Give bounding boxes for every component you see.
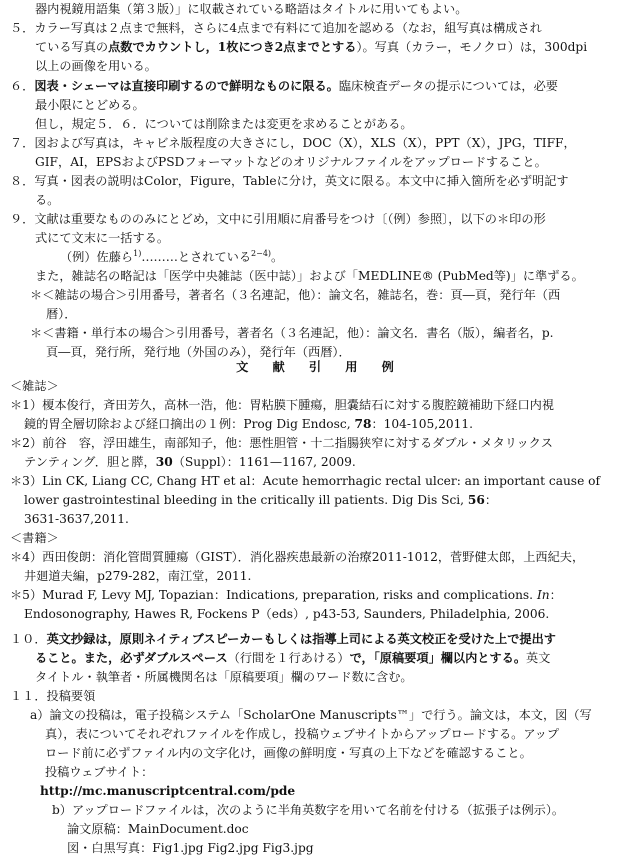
text-segment: ＊4）西田俊朗：消化管間質腫瘍（GIST）．消化器疾患最新の治療2011-1012，菅野健太郎，上西紀夫， — [10, 550, 585, 564]
text-line — [35, 191, 59, 210]
text-segment: （例）佐藤ら — [60, 250, 134, 264]
text-segment: 投稿ウェブサイト： — [45, 765, 154, 779]
text-segment: 暦）． — [46, 307, 77, 321]
text-line — [45, 763, 153, 782]
text-segment: ８．写真・図表の説明はColor，Figure，Tableに分け，英文に限る。本文中に挿入箇所を必ず明記す — [10, 174, 569, 188]
text-segment: 真），表についてそれぞれファイルを作成し，投稿ウェブサイトからアップロードする。アップ — [45, 727, 560, 741]
text-line — [24, 510, 129, 529]
text-segment: 器内視鏡用語集（第３版）」に収載されている略語はタイトルに用いてもよい。 — [35, 2, 468, 16]
text-line — [30, 286, 560, 305]
text-segment: テンティング．胆と膵， — [24, 455, 156, 469]
text-segment: 図・白黒写真：Fig1.jpg Fig2.jpg Fig3.jpg — [67, 841, 314, 855]
text-line — [10, 396, 554, 415]
text-segment: http://mc.manuscriptcentral.com/pde — [40, 784, 296, 798]
text-line — [52, 801, 564, 820]
text-line — [35, 57, 157, 76]
text-segment: ７．図および写真は，キャビネ版程度の大きさにし，DOC（X），XLS（X），PPT（X），JPG，TIFF， — [10, 136, 576, 150]
text-segment: （Suppl）：1161—1167, 2009. — [172, 455, 356, 469]
text-line — [60, 248, 283, 267]
text-line — [10, 586, 562, 605]
text-segment: 3631-3637,2011. — [24, 512, 129, 526]
text-segment: ること。また，必ずダブルスペース — [35, 651, 228, 665]
text-line — [35, 649, 550, 668]
text-segment: lower gastrointestinal bleeding in the critically ill patients. Dig Dis Sci, — [24, 493, 468, 507]
text-line — [10, 134, 576, 153]
text-segment: 78 — [354, 417, 372, 431]
text-segment: ロード前に必ずファイル内の文字化け，画像の鮮明度・写真の上下などを確認すること。 — [45, 746, 532, 760]
text-segment: ＊3）Lin CK, Liang CC, Chang HT et al：Acute hemorrhagic rectal ulcer: an important cause of — [10, 474, 600, 488]
text-line — [35, 0, 467, 19]
text-line — [10, 472, 600, 491]
text-segment: b）アップロードファイルは，次のように半角英数字を用いて名前を付ける（拡張子は例示）。 — [52, 803, 565, 817]
text-line — [10, 548, 584, 567]
text-line — [24, 491, 497, 510]
text-line — [24, 605, 549, 624]
text-line — [30, 706, 592, 725]
text-line — [46, 343, 351, 362]
text-segment: る。 — [35, 193, 60, 207]
text-line — [10, 434, 553, 453]
text-line — [10, 687, 95, 706]
text-segment: ＊2）前谷 容，浮田雄生，南部知子，他：悪性胆管・十二指腸狭窄に対するダブル・メタリックス — [10, 436, 553, 450]
text-line — [35, 153, 547, 172]
text-segment: （行間を１行あける） — [227, 651, 350, 665]
text-segment: 井廻道夫編，p279-282，南江堂，2011. — [24, 569, 252, 583]
text-segment: ＊5）Murad F, Levy MJ, Topazian：Indications, preparation, risks and complications. — [10, 588, 537, 602]
text-line — [24, 453, 356, 472]
text-line — [10, 172, 569, 191]
text-line — [10, 77, 558, 96]
text-segment: 論文原稿：MainDocument.doc — [67, 822, 249, 836]
text-segment: また，雑誌名の略記は「医学中央雑誌（医中誌）」および「MEDLINE® (PubMed等)」に準ずる。 — [35, 269, 584, 283]
text-segment: 56 — [467, 493, 485, 507]
text-segment: GIF，AI，EPSおよびPSDフォーマットなどのオリジナルファイルをアップロードすること。 — [35, 155, 547, 169]
text-segment: １１．投稿要領 — [10, 689, 96, 703]
text-segment: 30 — [155, 455, 173, 469]
text-segment: タイトル・執筆者・所属機関名は「原稿要項」欄のワード数に含む。 — [35, 670, 413, 684]
text-line — [35, 229, 169, 248]
text-line — [10, 19, 542, 38]
text-segment: ＊1）榎本俊行，斉田芳久，高林一浩，他：胃粘膜下腫瘍，胆嚢結石に対する腹腔鏡補助下経口内視 — [10, 398, 555, 412]
text-line — [10, 210, 546, 229]
text-line — [45, 744, 532, 763]
text-segment: 頁―頁，発行所，発行地（外国のみ），発行年（西暦）． — [46, 345, 351, 359]
text-line — [67, 820, 249, 839]
text-line — [30, 324, 554, 343]
text-line — [40, 782, 295, 801]
text-segment: 以上の画像を用いる。 — [35, 59, 157, 73]
text-segment: a）論文の投稿は，電子投稿システム「ScholarOne Manuscripts™」で行う。論文は，本文，図（写 — [30, 708, 592, 722]
text-segment: 2−4) — [251, 248, 272, 258]
text-line — [67, 839, 314, 858]
text-line — [35, 115, 413, 134]
text-line — [35, 668, 413, 687]
text-segment: Endosonography, Hawes R, Fockens P（eds）, p43-53, Saunders, Philadelphia, 2006. — [24, 607, 550, 621]
text-segment: 1) — [133, 248, 142, 258]
text-line — [46, 305, 76, 324]
text-segment: ている写真の — [35, 40, 109, 54]
text-segment: ６． — [10, 79, 35, 93]
text-segment: ９．文献は重要なもののみにとどめ，文中に引用順に肩番号をつけ〔（例）参照〕，以下の＊印の形 — [10, 212, 546, 226]
text-segment: 式にて文末に一括する。 — [35, 231, 170, 245]
text-line — [10, 529, 59, 548]
text-segment: 最小限にとどめる。 — [35, 98, 145, 112]
text-segment: ：104-105,2011. — [371, 417, 474, 431]
references-heading: 文 献 引 用 例 — [236, 360, 400, 374]
text-segment: 鏡的胃全層切除および経口摘出の１例：Prog Dig Endosc, — [24, 417, 355, 431]
text-segment: In — [536, 588, 550, 602]
text-segment: ＊＜書籍・単行本の場合＞引用番号，著者名（３名連記，他）：論文名．書名（版），編者名，p. — [30, 326, 554, 340]
text-line — [35, 38, 587, 57]
text-segment: ： — [484, 493, 498, 507]
text-segment: ………とされている — [141, 250, 252, 264]
text-segment: １０． — [10, 632, 47, 646]
text-segment: ： — [549, 588, 562, 602]
text-segment: 図表・シェーマは直接印刷するので鮮明なものに限る。 — [34, 79, 339, 93]
text-line — [10, 630, 556, 649]
text-segment: ＜書籍＞ — [10, 531, 59, 545]
text-line — [24, 567, 251, 586]
text-segment: 臨床検査データの提示については，必要 — [338, 79, 558, 93]
text-line — [35, 96, 145, 115]
text-segment: 但し，規定５．６．については削除または変更を求めることがある。 — [35, 117, 413, 131]
text-segment: 点数でカウントし，1枚につき2点までとする — [108, 40, 357, 54]
text-line — [10, 377, 59, 396]
text-segment: で，「原稿要項」欄以内とする。 — [349, 651, 527, 665]
text-segment: ５．カラー写真は２点まで無料，さらに4点まで有料にて追加を認める（なお，組写真は構成され — [10, 21, 542, 35]
text-line — [24, 415, 473, 434]
text-segment: 英文抄録は，原則ネイティブスピーカーもしくは指導上司による英文校正を受けた上で提出す — [46, 632, 556, 646]
text-segment: 。 — [271, 250, 284, 264]
text-segment: ）。写真（カラー，モノクロ）は，300dpi — [356, 40, 588, 54]
text-segment: 英文 — [526, 651, 551, 665]
text-segment: ＊＜雑誌の場合＞引用番号，著者名（３名連記，他）：論文名，雑誌名，巻：頁―頁，発行年（西 — [30, 288, 561, 302]
text-line — [35, 267, 584, 286]
text-segment: ＜雑誌＞ — [10, 379, 59, 393]
text-line — [45, 725, 559, 744]
